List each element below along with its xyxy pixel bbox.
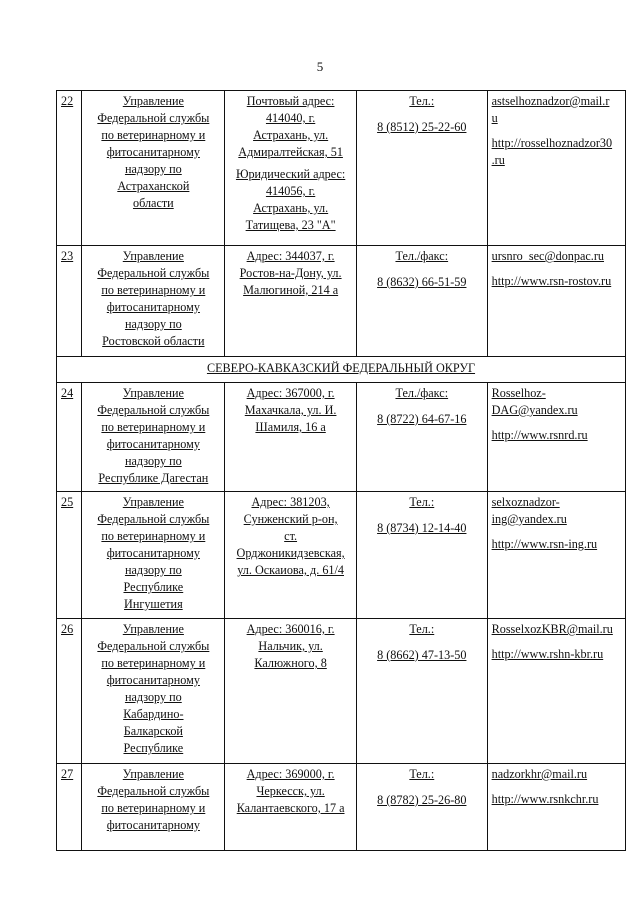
organization-line: фитосанитарному [106, 145, 200, 159]
table-row [57, 91, 626, 246]
website-link[interactable] [492, 646, 621, 663]
phone-label: Тел.: [409, 767, 435, 781]
website-line: http://www.rsnrd.ru [491, 428, 588, 442]
phone-label: Тел.: [409, 94, 435, 108]
organization-cell [82, 383, 225, 492]
website-line: http://rosselhoznadzor30 [491, 136, 613, 150]
contact-cell [487, 764, 625, 851]
address-block [229, 621, 352, 672]
contact-cell [487, 246, 625, 357]
address-cell [225, 91, 357, 246]
address-line: Адрес: 369000, г. [246, 767, 335, 781]
website-line: http://www.rsnkchr.ru [491, 792, 599, 806]
email-link[interactable] [492, 766, 621, 783]
email-link[interactable] [492, 93, 621, 127]
contact-cell [487, 383, 625, 492]
organization-line: области [132, 196, 174, 210]
address-line: Махачкала, ул. И. [244, 403, 337, 417]
address-line: Татищева, 23 "А" [245, 218, 336, 232]
organization-line: надзору по [124, 690, 182, 704]
row-number-cell [57, 764, 82, 851]
organization-cell [82, 246, 225, 357]
address-line: Черкесск, ул. [256, 784, 325, 798]
address-line: Калантаевского, 17 а [236, 801, 345, 815]
district-row [57, 357, 626, 383]
row-number: 23 [61, 249, 74, 263]
address-line: Сунженский р-он, [243, 512, 338, 526]
address-line: Астрахань, ул. [253, 201, 329, 215]
organization-line: Республике Дагестан [98, 471, 209, 485]
website-link[interactable] [492, 273, 621, 290]
row-number-cell [57, 492, 82, 619]
row-number: 22 [61, 94, 74, 108]
organization-line: Федеральной службы [97, 266, 210, 280]
table-row [57, 619, 626, 764]
phone-number: 8 (8512) 25-22-60 [377, 120, 467, 134]
organization-line: Управление [122, 767, 184, 781]
phone-cell [356, 619, 487, 764]
organization-line: Управление [122, 94, 184, 108]
phone-label: Тел.: [409, 622, 435, 636]
organization-line: Управление [122, 249, 184, 263]
address-cell [225, 383, 357, 492]
row-number: 25 [61, 495, 74, 509]
organization-line: надзору по [124, 454, 182, 468]
address-block [229, 248, 352, 299]
address-block [229, 494, 352, 579]
email-line: selxoznadzor- [491, 495, 560, 509]
address-line: 414040, г. [265, 111, 316, 125]
address-line: 414056, г. [265, 184, 316, 198]
address-block [229, 385, 352, 436]
address-line: Шамиля, 16 а [255, 420, 326, 434]
website-line: http://www.rsn-ing.ru [491, 537, 598, 551]
phone-cell [356, 383, 487, 492]
address-line: Ростов-на-Дону, ул. [239, 266, 342, 280]
organization-line: Федеральной службы [97, 512, 210, 526]
address-cell [225, 246, 357, 357]
organization-cell [82, 619, 225, 764]
organization-line: Федеральной службы [97, 639, 210, 653]
row-number: 24 [61, 386, 74, 400]
organization-line: по ветеринарному и [101, 801, 206, 815]
website-line: http://www.rsn-rostov.ru [491, 274, 612, 288]
website-link[interactable] [492, 536, 621, 553]
address-block [229, 93, 352, 161]
organization-line: Ростовской области [102, 334, 205, 348]
organization-line: фитосанитарному [106, 818, 200, 832]
organization-line: Астраханской [117, 179, 190, 193]
organization-line: фитосанитарному [106, 300, 200, 314]
phone-number: 8 (8782) 25-26-80 [377, 793, 467, 807]
phone-number: 8 (8662) 47-13-50 [377, 648, 467, 662]
organization-line: по ветеринарному и [101, 283, 206, 297]
address-line: Малюгиной, 214 а [243, 283, 339, 297]
address-cell [225, 619, 357, 764]
organization-line: по ветеринарному и [101, 128, 206, 142]
contact-cell [487, 91, 625, 246]
website-link[interactable] [492, 791, 621, 808]
organization-line: Управление [122, 622, 184, 636]
organization-cell [82, 492, 225, 619]
organization-line: Управление [122, 386, 184, 400]
organization-line: фитосанитарному [106, 673, 200, 687]
email-line: ursnro_sec@donpac.ru [491, 249, 605, 263]
address-line: Адмиралтейская, 51 [238, 145, 343, 159]
email-line: nadzorkhr@mail.ru [491, 767, 588, 781]
row-number: 26 [61, 622, 74, 636]
phone-number: 8 (8734) 12-14-40 [377, 521, 467, 535]
address-line: Почтовый адрес: [246, 94, 335, 108]
row-number-cell [57, 383, 82, 492]
row-number-cell [57, 619, 82, 764]
organization-line: по ветеринарному и [101, 420, 206, 434]
page-number: 5 [316, 59, 324, 74]
address-line: Астрахань, ул. [253, 128, 329, 142]
organization-line: по ветеринарному и [101, 529, 206, 543]
organization-cell [82, 91, 225, 246]
address-cell [225, 492, 357, 619]
email-line: u [491, 111, 498, 125]
address-line: Юридический адрес: [235, 167, 346, 181]
phone-cell [356, 246, 487, 357]
address-line: Нальчик, ул. [258, 639, 323, 653]
phone-label: Тел.: [409, 495, 435, 509]
email-link[interactable] [492, 248, 621, 265]
address-line: Орджоникидзевская, [236, 546, 345, 560]
organization-line: надзору по [124, 162, 182, 176]
organization-line: фитосанитарному [106, 437, 200, 451]
organization-cell [82, 764, 225, 851]
organization-line: Федеральной службы [97, 111, 210, 125]
district-header [57, 357, 626, 383]
organization-line: Управление [122, 495, 184, 509]
address-line: Адрес: 381203, [251, 495, 330, 509]
table-row [57, 764, 626, 851]
organization-line: Республике [123, 741, 184, 755]
address-line: Адрес: 360016, г. [246, 622, 335, 636]
email-line: astselhoznadzor@mail.r [491, 94, 610, 108]
email-link[interactable] [492, 385, 621, 419]
phone-number: 8 (8722) 64-67-16 [377, 412, 467, 426]
organization-line: фитосанитарному [106, 546, 200, 560]
organization-line: Кабардино- [123, 707, 184, 721]
website-link[interactable] [492, 135, 621, 169]
email-line: DAG@yandex.ru [491, 403, 578, 417]
row-number-cell [57, 91, 82, 246]
organization-line: Балкарской [123, 724, 183, 738]
website-line: http://www.rshn-kbr.ru [491, 647, 604, 661]
organization-line: Республике [123, 580, 184, 594]
phone-label: Тел./факс: [395, 386, 449, 400]
email-link[interactable] [492, 494, 621, 528]
organization-line: по ветеринарному и [101, 656, 206, 670]
row-number: 27 [61, 767, 74, 781]
row-number-cell [57, 246, 82, 357]
phone-number: 8 (8632) 66-51-59 [377, 275, 467, 289]
phone-label: Тел./факс: [395, 249, 449, 263]
phone-cell [356, 492, 487, 619]
organization-line: Ингушетия [124, 597, 183, 611]
district-title: СЕВЕРО-КАВКАЗСКИЙ ФЕДЕРАЛЬНЫЙ ОКРУГ [206, 361, 476, 375]
address-line: Калюжного, 8 [254, 656, 327, 670]
organization-line: Федеральной службы [97, 403, 210, 417]
phone-cell [356, 764, 487, 851]
address-line: Адрес: 367000, г. [246, 386, 335, 400]
email-line: ing@yandex.ru [491, 512, 567, 526]
website-line: .ru [491, 153, 505, 167]
table-row [57, 492, 626, 619]
contact-cell [487, 492, 625, 619]
address-block [229, 766, 352, 817]
phone-cell [356, 91, 487, 246]
organization-line: надзору по [124, 317, 182, 331]
website-link[interactable] [492, 427, 621, 444]
table-row [57, 383, 626, 492]
address-line: ул. Оскаиова, д. 61/4 [237, 563, 344, 577]
address-line: Адрес: 344037, г. [246, 249, 335, 263]
registry-table [56, 90, 626, 851]
address-block [229, 166, 352, 234]
address-cell [225, 764, 357, 851]
contact-cell [487, 619, 625, 764]
table-row [57, 246, 626, 357]
organization-line: надзору по [124, 563, 182, 577]
email-line: RosselxozKBR@mail.ru [491, 622, 613, 636]
email-line: Rosselhoz- [491, 386, 546, 400]
email-link[interactable] [492, 621, 621, 638]
address-line: ст. [284, 529, 298, 543]
organization-line: Федеральной службы [97, 784, 210, 798]
